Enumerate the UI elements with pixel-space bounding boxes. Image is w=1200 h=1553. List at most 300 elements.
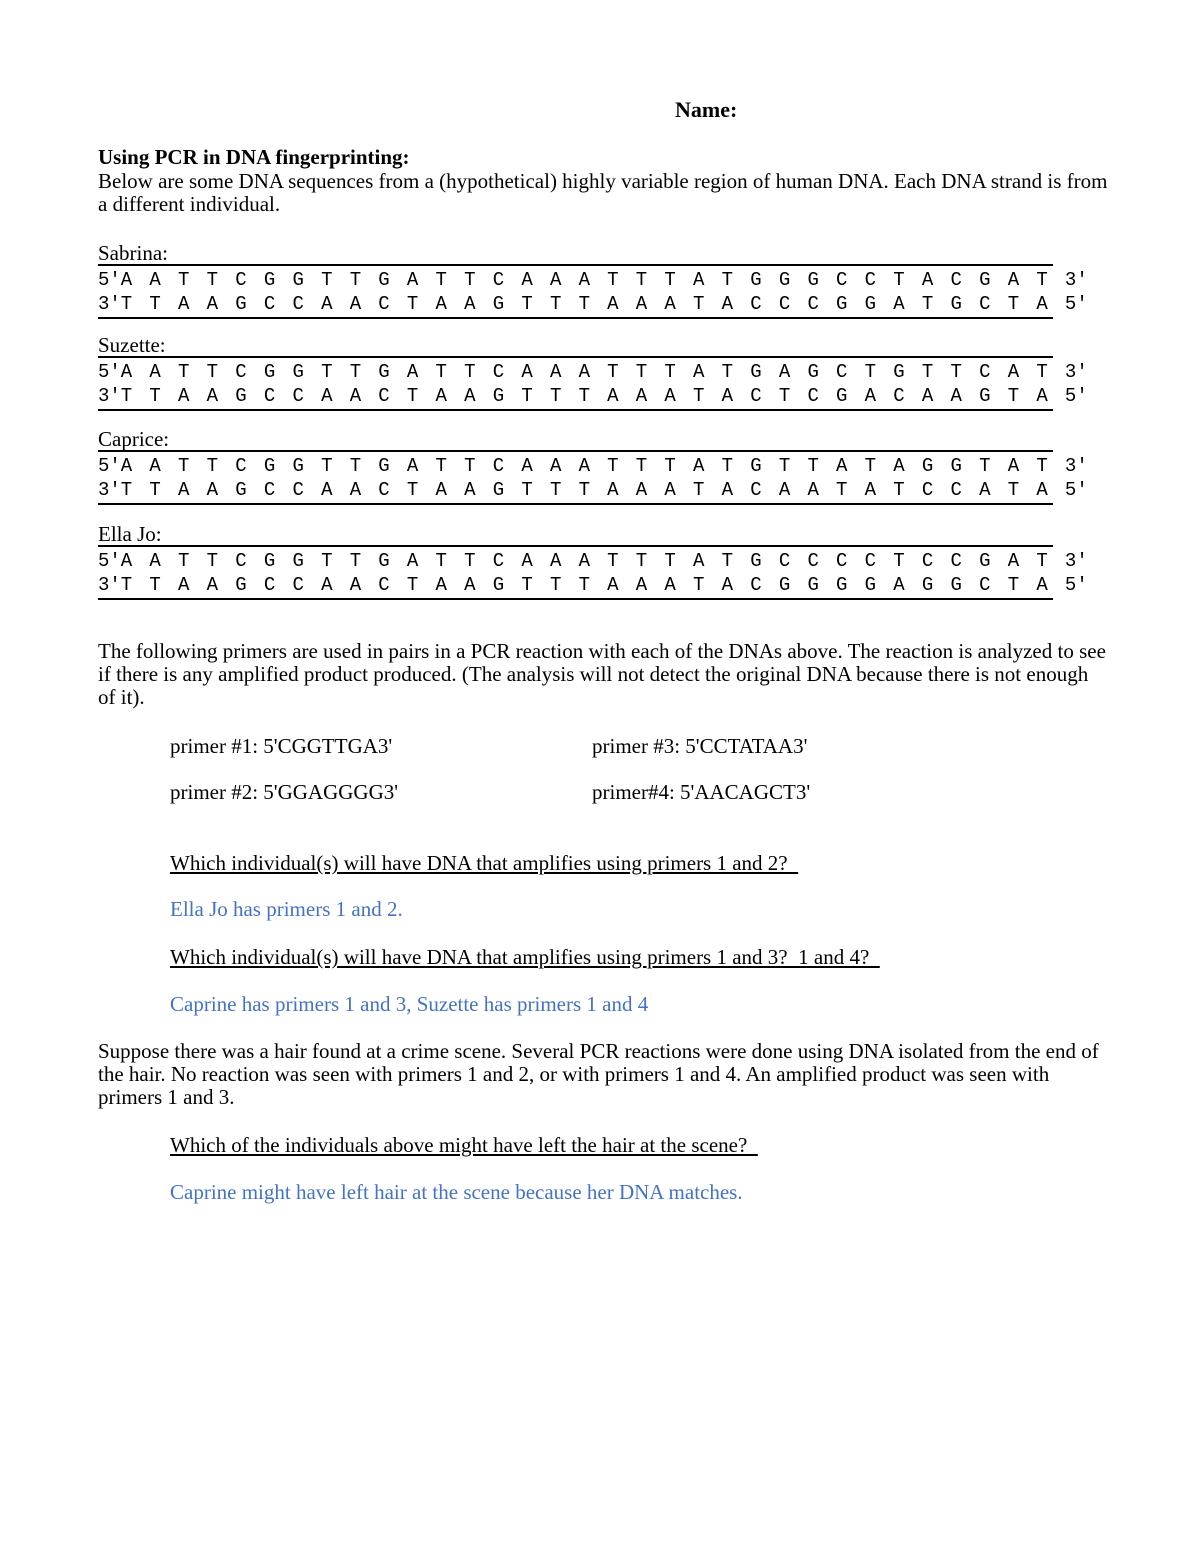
dna-base: T xyxy=(1007,479,1020,501)
dna-base: A xyxy=(435,574,447,596)
dna-base: A xyxy=(578,455,590,477)
dna-base: T xyxy=(950,361,962,383)
dna-base: A xyxy=(578,269,590,291)
dna-base: A xyxy=(178,479,190,501)
dna-base: T xyxy=(664,361,676,383)
dna-base: T xyxy=(521,293,533,315)
dna-base: G xyxy=(864,293,877,315)
dna-base: A xyxy=(664,385,676,407)
dna-base: T xyxy=(893,550,905,572)
dna-base: C xyxy=(263,293,276,315)
dna-base: A xyxy=(721,293,734,315)
dna-base: A xyxy=(464,479,476,501)
dna-base: 5' xyxy=(1064,479,1088,501)
dna-base: A xyxy=(149,269,161,291)
dna-base: T xyxy=(349,361,362,383)
dna-base: G xyxy=(492,293,505,315)
dna-base: T xyxy=(321,455,333,477)
dna-base: A xyxy=(549,361,562,383)
dna-base: A xyxy=(521,550,533,572)
primer-3: primer #3: 5'CCTATAA3' xyxy=(592,734,808,758)
dna-base: A xyxy=(464,574,476,596)
dna-base: A xyxy=(1036,385,1048,407)
dna-strand-top xyxy=(98,454,1088,478)
dna-base: A xyxy=(435,293,447,315)
dna-base: C xyxy=(235,361,247,383)
dna-base: G xyxy=(492,385,505,407)
dna-base: T xyxy=(549,293,562,315)
individual-label: Caprice: xyxy=(98,427,170,451)
dna-base: C xyxy=(836,550,848,572)
dna-base: A xyxy=(149,550,161,572)
dna-base: G xyxy=(235,574,247,596)
dna-sequence xyxy=(98,356,1088,411)
dna-base: A xyxy=(1007,455,1020,477)
dna-base: G xyxy=(921,574,934,596)
dna-base: A xyxy=(349,293,362,315)
dna-base: C xyxy=(378,385,390,407)
dna-base: A xyxy=(778,479,791,501)
dna-base: T xyxy=(149,574,161,596)
dna-base: C xyxy=(921,550,934,572)
dna-block-caprice xyxy=(98,427,1088,505)
dna-base: A xyxy=(206,574,219,596)
dna-base: T xyxy=(1036,550,1048,572)
dna-base: G xyxy=(807,574,819,596)
dna-base: A xyxy=(864,479,877,501)
dna-base: A xyxy=(464,293,476,315)
dna-base: T xyxy=(635,455,648,477)
dna-base: A xyxy=(1036,574,1048,596)
dna-base: A xyxy=(406,269,419,291)
dna-base: A xyxy=(864,385,877,407)
dna-base: G xyxy=(921,455,934,477)
intro-paragraph: Below are some DNA sequences from a (hypothetical) highly variable region of human DNA. Each DNA strand is from a different individual. xyxy=(98,169,1108,216)
dna-base: T xyxy=(864,361,877,383)
dna-base: C xyxy=(492,455,505,477)
dna-base: T xyxy=(178,455,190,477)
dna-base: T xyxy=(206,269,219,291)
dna-base: A xyxy=(836,455,848,477)
dna-base: G xyxy=(235,385,247,407)
dna-base: A xyxy=(778,361,791,383)
dna-base: A xyxy=(807,479,819,501)
dna-base: 3'T xyxy=(98,293,133,315)
dna-base: G xyxy=(836,385,848,407)
dna-base: 5' xyxy=(1064,293,1088,315)
dna-base: T xyxy=(721,269,734,291)
dna-base: A xyxy=(664,479,676,501)
dna-base: C xyxy=(921,479,934,501)
dna-base: T xyxy=(693,385,705,407)
dna-base: T xyxy=(778,385,791,407)
dna-base: 5'A xyxy=(98,455,133,477)
dna-base: A xyxy=(549,455,562,477)
dna-base: G xyxy=(292,550,304,572)
dna-base: A xyxy=(921,269,934,291)
dna-strand-bottom xyxy=(98,573,1088,597)
dna-base: C xyxy=(378,293,390,315)
dna-base: A xyxy=(406,550,419,572)
dna-base: A xyxy=(578,361,590,383)
dna-base: A xyxy=(693,550,705,572)
dna-base: A xyxy=(521,269,533,291)
dna-base: C xyxy=(950,269,962,291)
dna-base: G xyxy=(378,361,390,383)
dna-base: C xyxy=(864,269,877,291)
dna-base: A xyxy=(521,455,533,477)
dna-base: G xyxy=(750,550,762,572)
dna-base: A xyxy=(721,385,734,407)
dna-base: T xyxy=(578,293,590,315)
dna-base: A xyxy=(321,574,333,596)
dna-base: T xyxy=(406,385,419,407)
dna-base: C xyxy=(378,574,390,596)
dna-base: 5'A xyxy=(98,361,133,383)
dna-base: T xyxy=(206,455,219,477)
dna-base: T xyxy=(549,574,562,596)
dna-base: C xyxy=(263,574,276,596)
dna-base: G xyxy=(778,269,791,291)
dna-base: C xyxy=(292,574,304,596)
dna-base: T xyxy=(464,455,476,477)
dna-base: A xyxy=(206,385,219,407)
primer-2: primer #2: 5'GGAGGGG3' xyxy=(170,780,399,804)
dna-base: C xyxy=(235,550,247,572)
dna-base: T xyxy=(721,550,734,572)
dna-base: A xyxy=(178,293,190,315)
dna-base: T xyxy=(635,550,648,572)
dna-base: A xyxy=(721,479,734,501)
dna-base: G xyxy=(836,574,848,596)
dna-base: G xyxy=(750,455,762,477)
dna-base: A xyxy=(664,293,676,315)
dna-base: A xyxy=(549,550,562,572)
dna-base: G xyxy=(492,574,505,596)
dna-base: 3' xyxy=(1064,361,1088,383)
dna-base: T xyxy=(549,385,562,407)
dna-base: A xyxy=(607,385,619,407)
dna-base: A xyxy=(349,385,362,407)
dna-base: G xyxy=(950,574,962,596)
dna-base: A xyxy=(435,479,447,501)
dna-base: C xyxy=(979,293,991,315)
dna-base: G xyxy=(950,293,962,315)
dna-strand-bottom xyxy=(98,384,1088,408)
dna-base: G xyxy=(263,550,276,572)
dna-base: C xyxy=(263,385,276,407)
dna-base: C xyxy=(492,269,505,291)
dna-base: C xyxy=(292,479,304,501)
dna-base: A xyxy=(1007,550,1020,572)
dna-base: T xyxy=(406,293,419,315)
dna-base: C xyxy=(750,479,762,501)
answer-1: Ella Jo has primers 1 and 2. xyxy=(170,897,403,921)
question-1: Which individual(s) will have DNA that amplifies using primers 1 and 2? xyxy=(170,851,799,875)
dna-sequence xyxy=(98,264,1088,319)
dna-base: A xyxy=(635,293,648,315)
dna-base: T xyxy=(464,550,476,572)
dna-base: T xyxy=(664,550,676,572)
dna-base: G xyxy=(979,550,991,572)
dna-base: A xyxy=(549,269,562,291)
dna-base: A xyxy=(406,455,419,477)
dna-base: T xyxy=(406,479,419,501)
dna-base: T xyxy=(807,455,819,477)
dna-base: T xyxy=(635,269,648,291)
dna-base: A xyxy=(321,293,333,315)
dna-base: A xyxy=(349,479,362,501)
dna-base: T xyxy=(321,361,333,383)
dna-base: A xyxy=(721,574,734,596)
dna-base: 5' xyxy=(1064,574,1088,596)
dna-base: A xyxy=(321,385,333,407)
dna-base: T xyxy=(1036,361,1048,383)
dna-base: A xyxy=(1007,269,1020,291)
dna-base: A xyxy=(921,385,934,407)
dna-base: 3' xyxy=(1064,455,1088,477)
dna-base: T xyxy=(893,479,905,501)
dna-base: T xyxy=(635,361,648,383)
dna-base: T xyxy=(836,479,848,501)
dna-base: G xyxy=(864,574,877,596)
dna-base: C xyxy=(263,479,276,501)
dna-base: C xyxy=(235,455,247,477)
dna-base: G xyxy=(750,361,762,383)
dna-base: A xyxy=(464,385,476,407)
dna-base: 3'T xyxy=(98,574,133,596)
dna-base: T xyxy=(1007,385,1020,407)
dna-base: G xyxy=(263,269,276,291)
dna-base: T xyxy=(349,455,362,477)
dna-base: C xyxy=(778,293,791,315)
dna-base: A xyxy=(406,361,419,383)
dna-base: G xyxy=(893,361,905,383)
dna-base: C xyxy=(778,550,791,572)
dna-base: T xyxy=(321,550,333,572)
dna-base: G xyxy=(292,455,304,477)
dna-base: 3'T xyxy=(98,479,133,501)
dna-base: A xyxy=(149,361,161,383)
dna-base: A xyxy=(349,574,362,596)
dna-base: G xyxy=(807,361,819,383)
dna-base: C xyxy=(292,293,304,315)
dna-base: T xyxy=(435,361,447,383)
dna-base: C xyxy=(807,293,819,315)
dna-base: A xyxy=(521,361,533,383)
dna-base: T xyxy=(1036,269,1048,291)
dna-base: A xyxy=(206,293,219,315)
dna-base: A xyxy=(693,269,705,291)
dna-base: T xyxy=(206,361,219,383)
dna-base: T xyxy=(435,550,447,572)
dna-base: G xyxy=(292,269,304,291)
dna-base: C xyxy=(979,574,991,596)
dna-strand-bottom xyxy=(98,292,1088,316)
dna-strand-top xyxy=(98,268,1088,292)
dna-base: C xyxy=(950,479,962,501)
dna-sequence xyxy=(98,545,1088,600)
worksheet-title: Using PCR in DNA fingerprinting: xyxy=(98,145,410,169)
dna-base: T xyxy=(521,574,533,596)
dna-base: C xyxy=(950,550,962,572)
dna-base: G xyxy=(292,361,304,383)
dna-base: A xyxy=(893,293,905,315)
dna-block-suzette xyxy=(98,333,1088,411)
dna-base: 5'A xyxy=(98,269,133,291)
dna-base: G xyxy=(492,479,505,501)
dna-base: G xyxy=(235,293,247,315)
dna-base: A xyxy=(178,385,190,407)
dna-base: A xyxy=(664,574,676,596)
dna-base: T xyxy=(349,550,362,572)
dna-base: T xyxy=(1007,293,1020,315)
dna-base: G xyxy=(235,479,247,501)
answer-2: Caprine has primers 1 and 3, Suzette has primers 1 and 4 xyxy=(170,992,649,1016)
dna-base: T xyxy=(607,361,619,383)
primer-4: primer#4: 5'AACAGCT3' xyxy=(592,780,811,804)
dna-base: A xyxy=(149,455,161,477)
dna-base: A xyxy=(321,479,333,501)
individual-label: Ella Jo: xyxy=(98,522,162,546)
dna-base: G xyxy=(750,269,762,291)
dna-base: C xyxy=(750,574,762,596)
primer-1: primer #1: 5'CGGTTGA3' xyxy=(170,734,393,758)
dna-base: C xyxy=(893,385,905,407)
dna-base: C xyxy=(292,385,304,407)
dna-base: T xyxy=(578,574,590,596)
individual-label: Suzette: xyxy=(98,333,166,357)
dna-base: T xyxy=(178,361,190,383)
dna-base: T xyxy=(693,479,705,501)
dna-base: T xyxy=(578,479,590,501)
name-label: Name: xyxy=(675,97,738,122)
dna-base: T xyxy=(578,385,590,407)
question-2: Which individual(s) will have DNA that amplifies using primers 1 and 3? 1 and 4? xyxy=(170,945,880,969)
dna-base: T xyxy=(149,385,161,407)
dna-base: C xyxy=(492,361,505,383)
dna-base: A xyxy=(178,574,190,596)
dna-base: T xyxy=(721,361,734,383)
dna-base: T xyxy=(435,455,447,477)
dna-base: A xyxy=(206,479,219,501)
dna-base: A xyxy=(1036,293,1048,315)
dna-block-sabrina xyxy=(98,241,1088,319)
dna-base: T xyxy=(464,361,476,383)
dna-base: A xyxy=(578,550,590,572)
dna-base: G xyxy=(378,455,390,477)
dna-base: A xyxy=(693,361,705,383)
dna-block-ella-jo xyxy=(98,522,1088,600)
dna-base: C xyxy=(750,385,762,407)
dna-base: T xyxy=(607,455,619,477)
primers-paragraph: The following primers are used in pairs in a PCR reaction with each of the DNAs above. The reaction is analyzed to see if there is any amplified product produced. (The analysis will not detect the original DNA because there is not enough of it). xyxy=(98,639,1106,709)
dna-base: T xyxy=(893,269,905,291)
dna-base: T xyxy=(721,455,734,477)
dna-base: C xyxy=(807,550,819,572)
dna-strand-bottom xyxy=(98,478,1088,502)
question-3: Which of the individuals above might have left the hair at the scene? xyxy=(170,1133,758,1157)
dna-base: A xyxy=(893,574,905,596)
dna-base: T xyxy=(178,269,190,291)
dna-base: G xyxy=(979,385,991,407)
dna-base: A xyxy=(607,479,619,501)
dna-base: G xyxy=(263,455,276,477)
dna-base: C xyxy=(836,269,848,291)
dna-base: T xyxy=(921,293,934,315)
dna-base: T xyxy=(149,479,161,501)
dna-base: C xyxy=(979,361,991,383)
dna-base: T xyxy=(693,293,705,315)
dna-base: A xyxy=(635,385,648,407)
dna-base: A xyxy=(635,574,648,596)
dna-base: T xyxy=(693,574,705,596)
dna-base: T xyxy=(321,269,333,291)
dna-base: T xyxy=(921,361,934,383)
individual-label: Sabrina: xyxy=(98,241,168,265)
scenario-paragraph: Suppose there was a hair found at a crime scene. Several PCR reactions were done using DNA isolated from the end of the hair. No reaction was seen with primers 1 and 2, or with primers 1 and 4. An amplified product was seen with primers 1 and 3. xyxy=(98,1039,1099,1109)
dna-base: A xyxy=(607,293,619,315)
dna-base: 5'A xyxy=(98,550,133,572)
dna-base: G xyxy=(950,455,962,477)
dna-base: C xyxy=(492,550,505,572)
dna-base: 3'T xyxy=(98,385,133,407)
dna-base: T xyxy=(607,550,619,572)
dna-base: T xyxy=(206,550,219,572)
dna-base: T xyxy=(521,479,533,501)
dna-base: T xyxy=(1036,455,1048,477)
dna-base: A xyxy=(607,574,619,596)
dna-base: A xyxy=(435,385,447,407)
dna-base: T xyxy=(149,293,161,315)
dna-base: T xyxy=(664,269,676,291)
dna-base: C xyxy=(235,269,247,291)
answer-3: Caprine might have left hair at the scene because her DNA matches. xyxy=(170,1180,743,1204)
dna-base: C xyxy=(750,293,762,315)
dna-base: G xyxy=(807,269,819,291)
dna-base: 3' xyxy=(1064,269,1088,291)
dna-base: 3' xyxy=(1064,550,1088,572)
dna-base: T xyxy=(979,455,991,477)
dna-base: T xyxy=(607,269,619,291)
dna-base: T xyxy=(435,269,447,291)
dna-base: G xyxy=(263,361,276,383)
dna-base: A xyxy=(693,455,705,477)
dna-base: C xyxy=(807,385,819,407)
dna-base: G xyxy=(836,293,848,315)
dna-base: T xyxy=(349,269,362,291)
dna-base: T xyxy=(406,574,419,596)
dna-base: G xyxy=(378,550,390,572)
dna-base: G xyxy=(979,269,991,291)
dna-strand-top xyxy=(98,360,1088,384)
dna-base: 5' xyxy=(1064,385,1088,407)
dna-base: A xyxy=(635,479,648,501)
dna-base: A xyxy=(1036,479,1048,501)
dna-base: C xyxy=(836,361,848,383)
dna-base: C xyxy=(378,479,390,501)
dna-base: G xyxy=(778,574,791,596)
dna-base: C xyxy=(864,550,877,572)
dna-base: T xyxy=(864,455,877,477)
dna-base: T xyxy=(778,455,791,477)
dna-base: T xyxy=(464,269,476,291)
dna-base: T xyxy=(521,385,533,407)
dna-base: T xyxy=(549,479,562,501)
dna-base: T xyxy=(664,455,676,477)
dna-base: G xyxy=(378,269,390,291)
dna-base: T xyxy=(1007,574,1020,596)
